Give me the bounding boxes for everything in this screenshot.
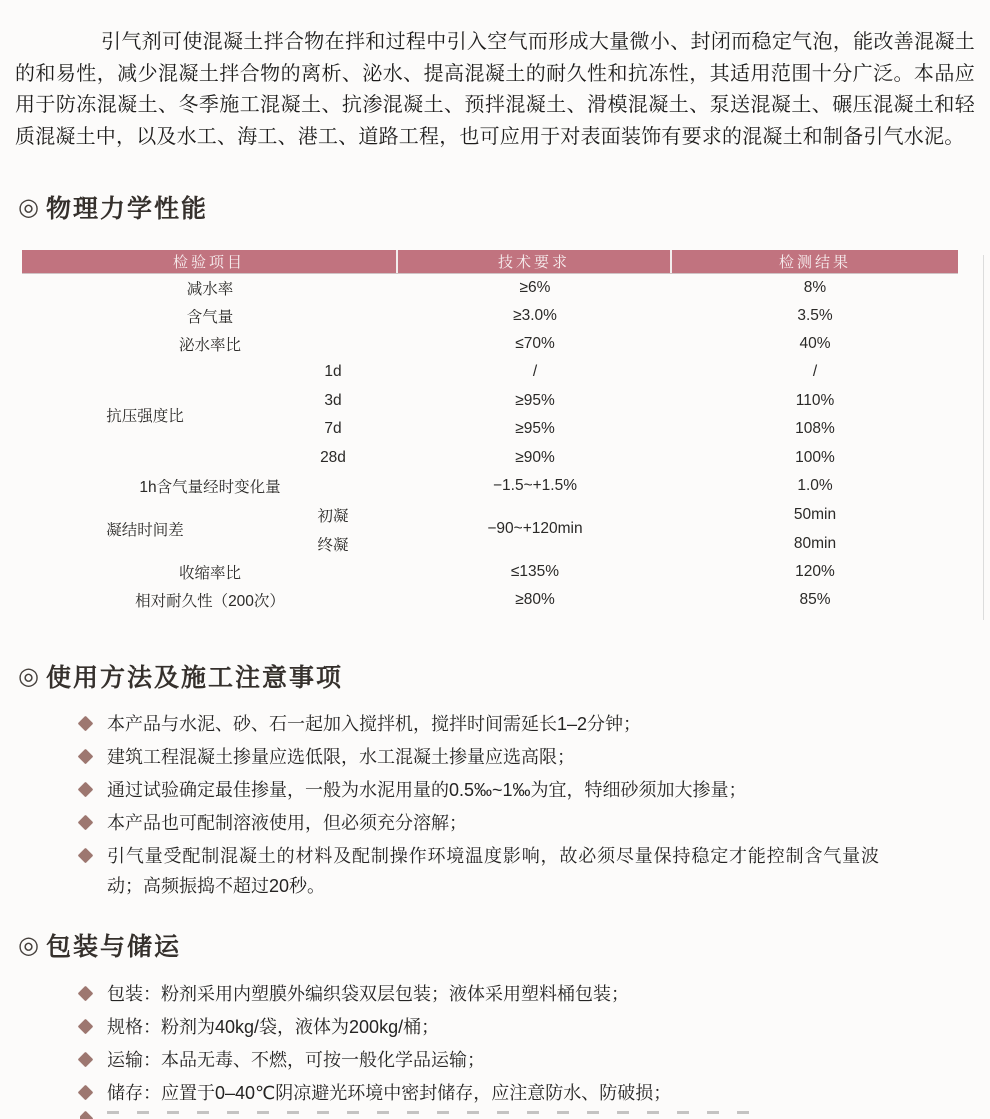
cell-requirement: ≥3.0%: [513, 307, 557, 324]
double-circle-bullet-icon: ◎: [18, 662, 39, 690]
list-item: [80, 808, 990, 838]
scan-artifact-line: [983, 255, 984, 620]
double-circle-bullet-icon: ◎: [18, 193, 39, 221]
document-page: [0, 27, 990, 1119]
cell-result: 120%: [795, 563, 835, 580]
cell-item: 1h含气量经时变化量: [139, 479, 281, 496]
cell-requirement: ≥95%: [515, 391, 555, 409]
diamond-bullet-icon: [80, 1111, 93, 1119]
cell-item: 含气量: [186, 309, 234, 326]
diamond-bullet-icon: [78, 815, 94, 831]
table-row: [22, 302, 958, 330]
list-item: [80, 1078, 990, 1108]
list-item: [80, 1012, 990, 1042]
list-item-text: 通过试验确定最佳掺量，一般为水泥用量的0.5‰~1‰为宜，特细砂须加大掺量；: [107, 780, 747, 800]
list-item-text: 建筑工程混凝土掺量应选低限，水工混凝土掺量应选高限；: [107, 747, 575, 767]
cell-requirement: ≥95%: [515, 420, 555, 438]
column-header-result: 检测结果: [778, 254, 851, 271]
cell-item: 相对耐久性（200次）: [135, 593, 285, 610]
cell-item: 减水率: [186, 281, 234, 298]
table-rows-top: [22, 274, 958, 358]
table-header-row: [22, 250, 958, 274]
column-header-requirement: 技术要求: [398, 250, 672, 273]
list-item-text: 本产品与水泥、砂、石一起加入搅拌机，搅拌时间需延长1–2分钟；: [107, 714, 642, 734]
cell-result: 1.0%: [797, 477, 833, 494]
intro-paragraph: 引气剂可使混凝土拌合物在拌和过程中引入空气而形成大量微小、封闭而稳定气泡，能改善混凝土的和易性，减少混凝土拌合物的离析、泌水、提高混凝土的耐久性和抗冻性，其适用范围十分广泛。本品应用于防冻混凝土、冬季施工混凝土、抗渗混凝土、预拌混凝土、滑模混凝土、泵送混凝土、碾压混凝土和轻质混凝土中，以及水工、海工、港工、道路工程，也可应用于对表面装饰有要求的混凝土和制备引气水泥。: [15, 31, 975, 148]
list-item: [80, 709, 990, 739]
list-item: [80, 979, 990, 1009]
cell-age: 28d: [320, 448, 346, 466]
diamond-bullet-icon: [78, 782, 94, 798]
list-item-text: 本产品也可配制溶液使用，但必须充分溶解；: [107, 813, 467, 833]
cell-result: 100%: [795, 448, 835, 466]
strength-ratio-group-row: [22, 358, 958, 472]
list-item-text: 包装：粉剂采用内塑膜外编织袋双层包装；液体采用塑料桶包装；: [107, 984, 629, 1004]
column-header-item: 检验项目: [22, 250, 398, 273]
cell-age: 3d: [324, 391, 342, 409]
cell-requirement: ≥90%: [515, 448, 555, 466]
list-item-text: 储存：应置于0–40℃阴凉避光环境中密封储存，应注意防水、防破损；: [107, 1083, 672, 1103]
list-item-text: 引气量受配制混凝土的材料及配制操作环境温度影响，故必须尽量保持稳定才能控制含气量波动；高频振捣不超过20秒。: [107, 846, 879, 896]
cell-item: 收缩率比: [178, 565, 241, 582]
cell-item: 抗压强度比: [106, 408, 184, 425]
setting-results: [672, 500, 958, 558]
section-heading-packaging: [18, 927, 990, 963]
strength-requirements: [398, 358, 672, 472]
physical-properties-table: [22, 250, 958, 614]
usage-bullet-list: [0, 709, 990, 901]
table-rows-bottom: [22, 558, 958, 614]
cell-requirement: ≤135%: [510, 563, 560, 580]
diamond-bullet-icon: [78, 986, 94, 1002]
cell-result: 80min: [793, 534, 837, 552]
table-row: [22, 274, 958, 302]
section-heading-usage: [18, 658, 990, 694]
table-row: [22, 330, 958, 358]
list-item-text: 运输：本品无毒、不燃，可按一般化学品运输；: [107, 1050, 485, 1070]
list-item: [80, 775, 990, 805]
diamond-bullet-icon: [78, 716, 94, 732]
diamond-bullet-icon: [78, 749, 94, 765]
table-row: [22, 558, 958, 586]
cell-requirement: −90~+120min: [487, 520, 583, 537]
air-content-change-row: [22, 472, 958, 500]
section-title-physical: 物理力学性能: [45, 195, 208, 223]
packaging-bullet-list: [0, 979, 990, 1108]
setting-time-group-row: [22, 500, 958, 558]
clipped-bottom-text-remnant: [80, 1111, 990, 1119]
cell-requirement: ≥6%: [519, 279, 551, 296]
cell-requirement: ≥80%: [515, 591, 555, 608]
cell-item: 泌水率比: [178, 337, 241, 354]
clipped-glyph-tops: [107, 1111, 767, 1114]
cell-item: 凝结时间差: [106, 522, 184, 539]
cell-result: 3.5%: [797, 307, 833, 324]
cell-result: 50min: [793, 505, 837, 523]
cell-result: 8%: [803, 279, 827, 296]
diamond-bullet-icon: [78, 848, 94, 864]
cell-phase: 初凝: [317, 507, 349, 525]
cell-phase: 终凝: [317, 536, 349, 554]
setting-phase-labels: [268, 500, 398, 558]
list-item: [80, 742, 990, 772]
list-item-text: 规格：粉剂为40kg/袋，液体为200kg/桶；: [107, 1017, 440, 1037]
cell-result: 110%: [795, 391, 835, 409]
setting-item-cell: [22, 500, 398, 558]
cell-result: 108%: [795, 420, 835, 438]
double-circle-bullet-icon: ◎: [18, 931, 39, 959]
diamond-bullet-icon: [78, 1085, 94, 1101]
section-heading-physical: [18, 189, 990, 225]
list-item: [80, 1045, 990, 1075]
strength-item-cell: [22, 358, 398, 472]
strength-results: [672, 358, 958, 472]
section-title-usage: 使用方法及施工注意事项: [45, 664, 343, 692]
strength-age-labels: [268, 358, 398, 472]
cell-requirement: −1.5~+1.5%: [492, 477, 578, 494]
cell-age: 7d: [324, 420, 342, 438]
cell-requirement: /: [532, 363, 538, 381]
list-item: [80, 841, 990, 901]
cell-result: 40%: [799, 335, 831, 352]
table-row: [22, 586, 958, 614]
cell-result: 85%: [799, 591, 831, 608]
cell-requirement: ≤70%: [515, 335, 555, 352]
diamond-bullet-icon: [78, 1019, 94, 1035]
section-title-packaging: 包装与储运: [45, 933, 181, 961]
cell-result: /: [812, 363, 818, 381]
cell-age: 1d: [324, 363, 342, 381]
